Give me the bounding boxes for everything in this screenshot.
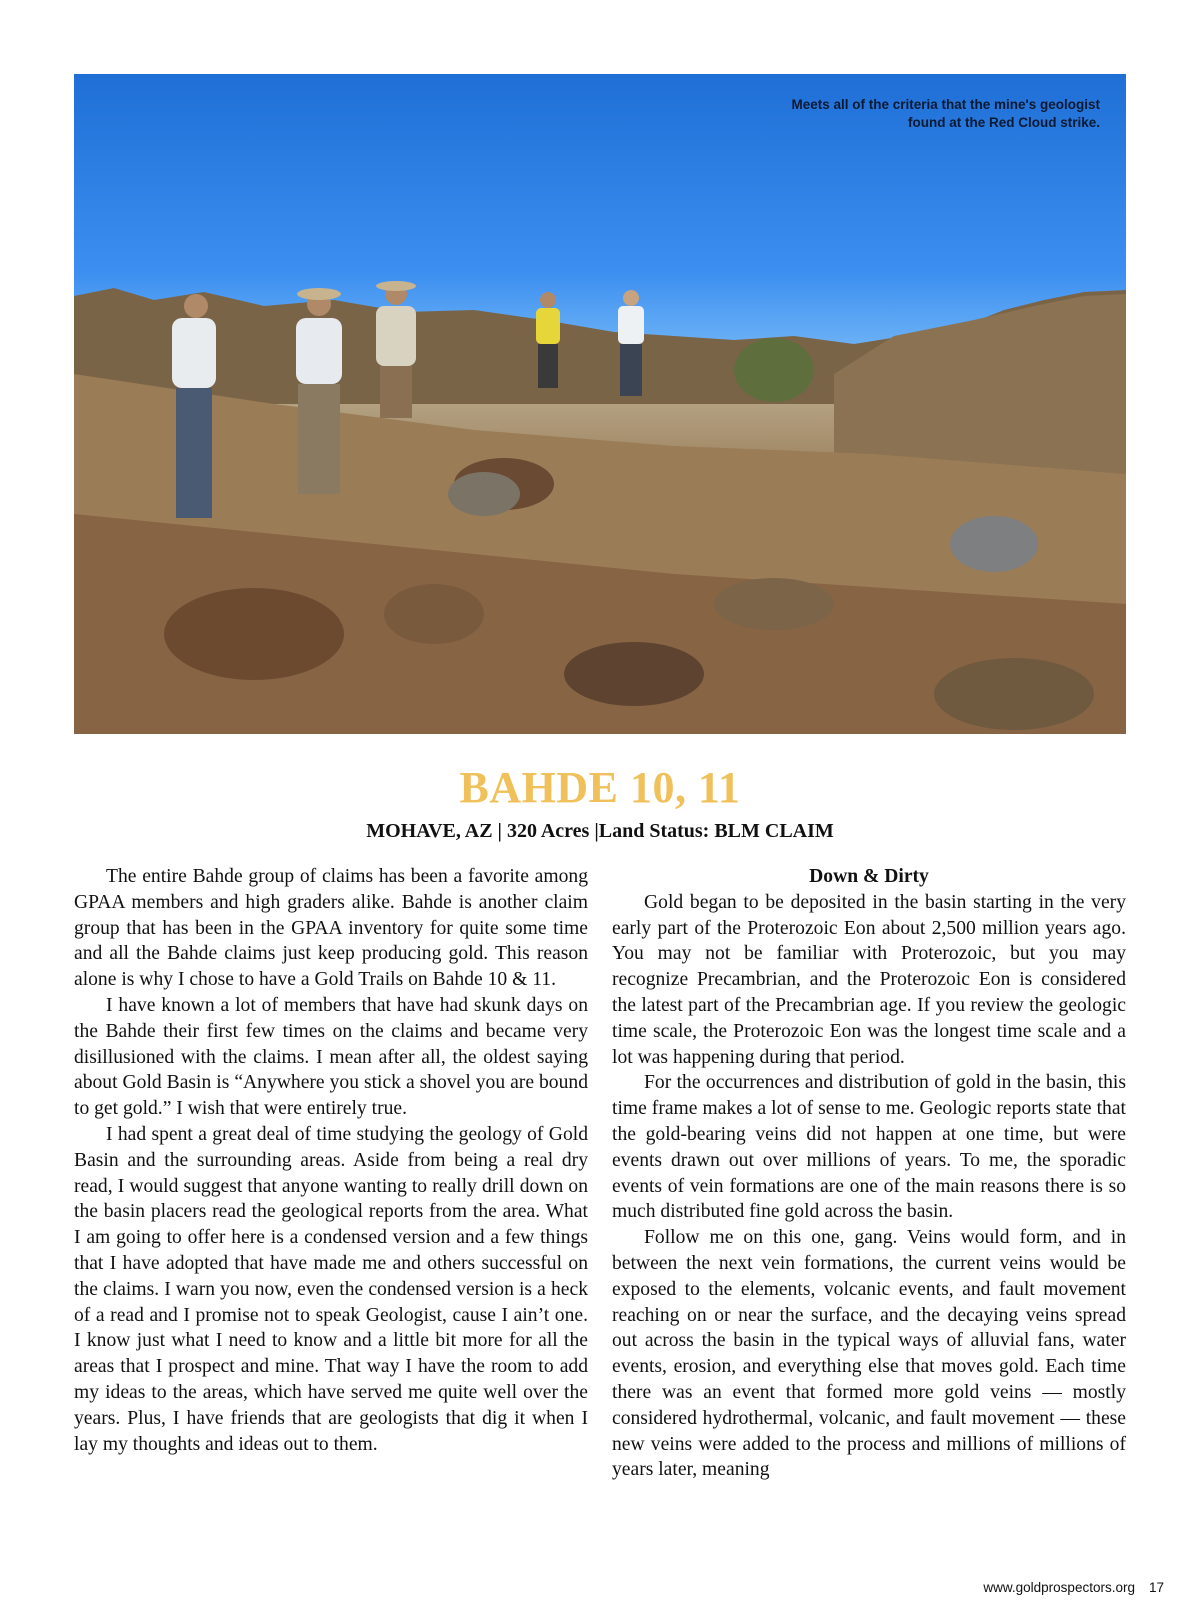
photo-caption: Meets all of the criteria that the mine's geologist found at the Red Cloud strike.	[791, 97, 1100, 130]
shrub	[950, 516, 1038, 572]
page-footer	[983, 1580, 1164, 1595]
body-paragraph: The entire Bahde group of claims has been a favorite among GPAA members and high graders alike. Bahde is another claim group that has been in the GPAA inventory for quite some time and all the Bahde claims just keep producing gold. This reason alone is why I chose to have a Gold Trails on Bahde 10 & 11.	[74, 866, 588, 991]
page-number: 17	[1148, 1580, 1164, 1595]
body-paragraph: I had spent a great deal of time studying the geology of Gold Basin and the surrounding areas. Aside from being a real dry read, I would suggest that anyone wanting to really drill down on the basin placers read the geological reports from the area. What I am going to offer here is a condensed version and a few things that I have adopted that have made me and others successful on the claims. I warn you now, even the condensed version is a heck of a read and I promise not to speak Geologist, cause I ain’t one. I know just what I need to know and a little bit more for all the areas that I prospect and mine. That way I have the room to add my ideas to the areas, which have served me quite well over the years. Plus, I have friends that are geologists that dig it when I lay my thoughts and ideas out to them.	[74, 1123, 588, 1455]
left-column	[74, 864, 588, 1457]
shrub	[734, 338, 814, 402]
body-paragraph: I have known a lot of members that have had skunk days on the Bahde their first few times on the claims and became very disillusioned with the claims. I mean after all, the oldest saying about Gold Basin is “Anywhere you stick a shovel you are bound to get gold.” I wish that were entirely true.	[74, 994, 588, 1120]
shrub	[448, 472, 520, 516]
footer-website: www.goldprospectors.org	[983, 1580, 1135, 1595]
body-paragraph: Follow me on this one, gang. Veins would form, and in between the next vein formations, the current veins would be exposed to the elements, volcanic events, and fault movement reaching on or near the surface, and the decaying veins spread out across the basin in the typical ways of alluvial fans, water events, erosion, and everything else that moves gold. Each time there was an event that formed more gold veins — mostly considered hydrothermal, volcanic, and fault movement — these new veins were added to the process and millions of millions of years later, meaning	[612, 1227, 1126, 1481]
rock	[564, 642, 704, 706]
rock	[714, 578, 834, 630]
section-heading: Down & Dirty	[809, 866, 929, 887]
body-paragraph: Gold began to be deposited in the basin starting in the very early part of the Proterozoic Eon about 2,500 million years ago. You may not be familiar with Proterozoic, but you may recognize Precambrian, and the Proterozoic Eon is considered the latest part of the Precambrian age. If you review the geologic time scale, the Proterozoic Eon was the longest time scale and a lot was happening during that period.	[612, 891, 1126, 1068]
rock	[384, 584, 484, 644]
article-title: BAHDE 10, 11	[459, 763, 741, 812]
article-subtitle: MOHAVE, AZ | 320 Acres |Land Status: BLM CLAIM	[366, 820, 834, 842]
body-paragraph: For the occurrences and distribution of gold in the basin, this time frame makes a lot of sense to me. Geologic reports state that the gold-bearing veins did not happen at one time, but were events drawn out over millions of years. To me, the sporadic events of vein formations are one of the main reasons there is so much distributed fine gold across the basin.	[612, 1072, 1126, 1223]
rock	[164, 588, 344, 680]
rock	[934, 658, 1094, 730]
hero-photo	[74, 74, 1126, 734]
desert-scene-illustration	[74, 74, 1126, 734]
right-column	[612, 864, 1126, 1483]
